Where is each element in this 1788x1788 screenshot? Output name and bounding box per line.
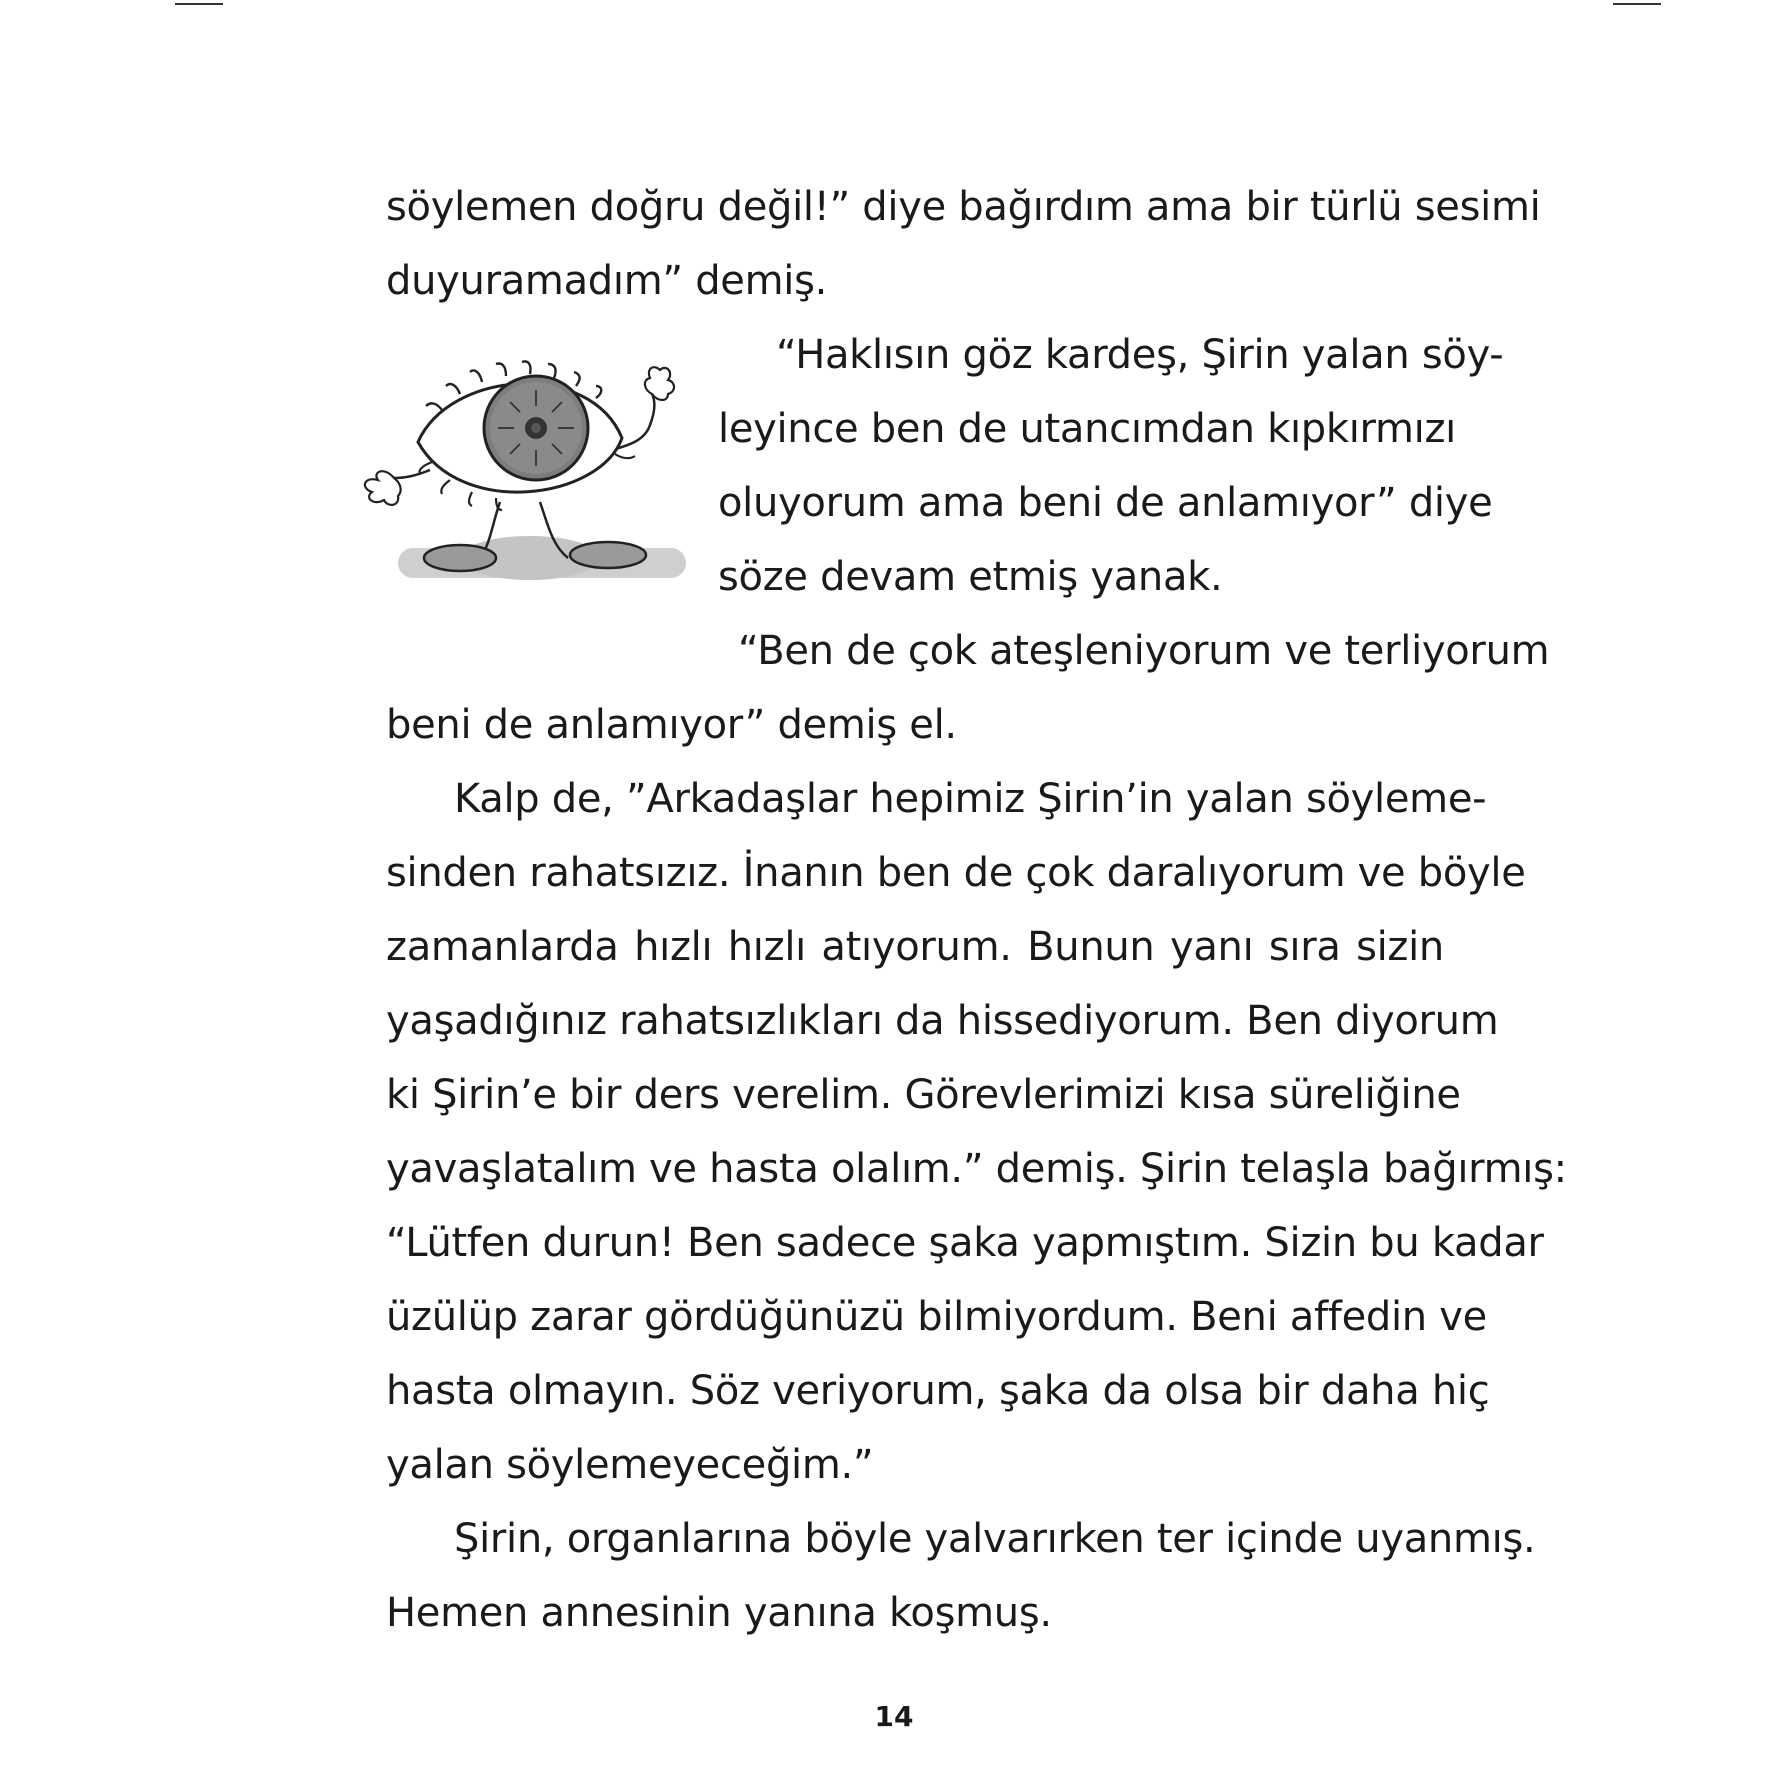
text-line-15: “Lütfen durun! Ben sadece şaka yapmıştım. Sizin bu kadar <box>386 1220 1544 1266</box>
text-line-3: “Haklısın göz kardeş, Şirin yalan söy- <box>776 332 1504 378</box>
text-line-11: zamanlarda hızlı hızlı atıyorum. Bunun yanı sıra sizin <box>386 924 1444 970</box>
text-line-19: Şirin, organlarına böyle yalvarırken ter içinde uyanmış. <box>454 1516 1536 1562</box>
page-number: 14 <box>874 1700 914 1733</box>
text-line-13: ki Şirin’e bir ders verelim. Görevlerimizi kısa süreliğine <box>386 1072 1461 1118</box>
text-line-18: yalan söylemeyeceğim.” <box>386 1442 874 1488</box>
text-line-6: söze devam etmiş yanak. <box>718 554 1223 600</box>
text-line-17: hasta olmayın. Söz veriyorum, şaka da olsa bir daha hiç <box>386 1368 1490 1414</box>
text-line-14: yavaşlatalım ve hasta olalım.” demiş. Şirin telaşla bağırmış: <box>386 1146 1567 1192</box>
text-line-10: sinden rahatsızız. İnanın ben de çok daralıyorum ve böyle <box>386 850 1526 896</box>
text-line-5: oluyorum ama beni de anlamıyor” diye <box>718 480 1493 526</box>
text-line-16: üzülüp zarar gördüğünüzü bilmiyordum. Beni affedin ve <box>386 1294 1487 1340</box>
text-line-20: Hemen annesinin yanına koşmuş. <box>386 1590 1052 1636</box>
text-line-7: “Ben de çok ateşleniyorum ve terliyorum <box>738 628 1550 674</box>
text-line-12: yaşadığınız rahatsızlıkları da hissediyorum. Ben diyorum <box>386 998 1499 1044</box>
text-line-9: Kalp de, ”Arkadaşlar hepimiz Şirin’in yalan söyleme- <box>454 776 1487 822</box>
text-line-2: duyuramadım” demiş. <box>386 258 828 304</box>
text-line-4: leyince ben de utancımdan kıpkırmızı <box>718 406 1456 452</box>
text-line-1: söylemen doğru değil!” diye bağırdım ama bir türlü sesimi <box>386 184 1541 230</box>
crop-mark-left <box>175 3 223 5</box>
crop-mark-right <box>1613 3 1661 5</box>
cartoon-eye-icon <box>360 350 700 595</box>
text-line-8: beni de anlamıyor” demiş el. <box>386 702 957 748</box>
